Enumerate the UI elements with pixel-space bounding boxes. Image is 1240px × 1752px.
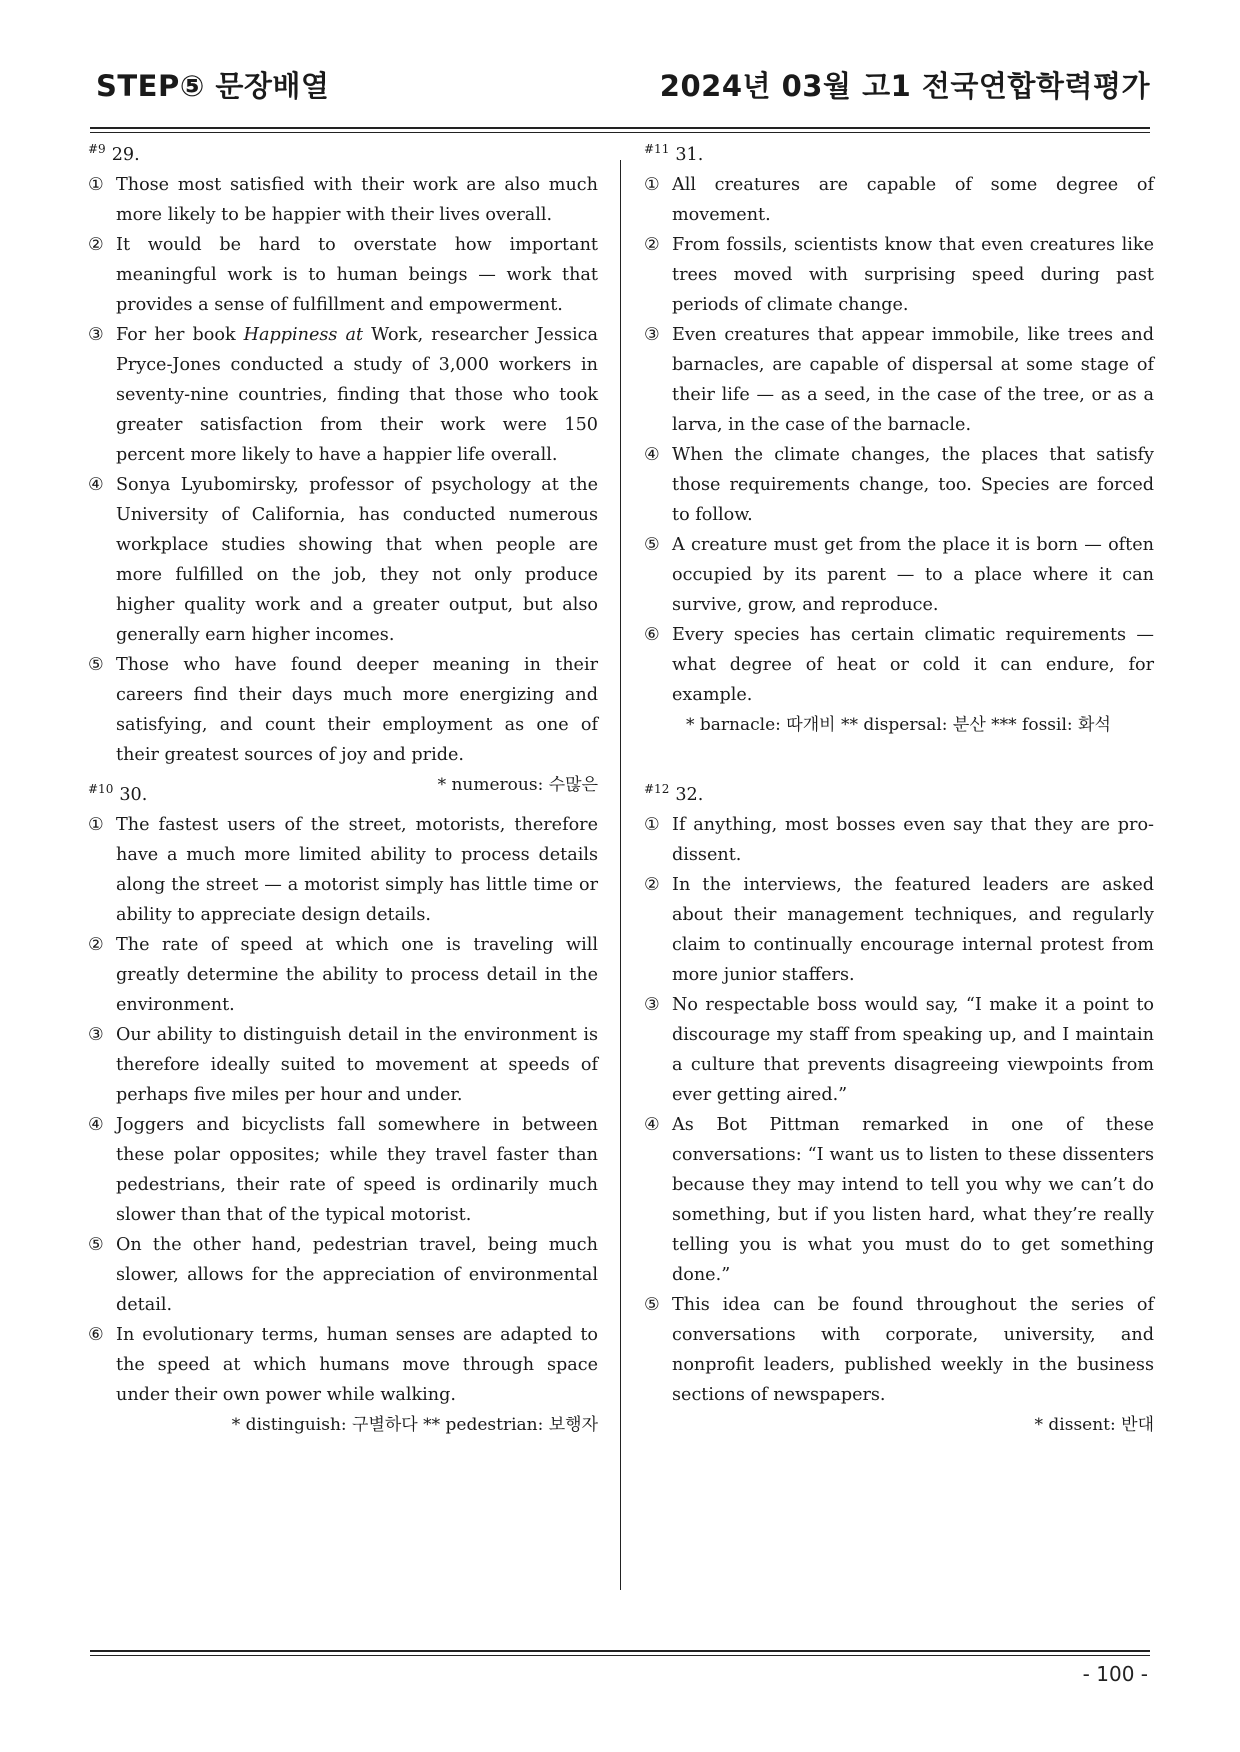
question-tag: #12 <box>644 782 670 797</box>
page-number: - 100 - <box>1082 1662 1148 1686</box>
choice-marker: ④ <box>644 445 660 465</box>
choice-marker: ⑥ <box>644 625 660 645</box>
sentence-3 <box>88 320 598 470</box>
sentence-text: On the other hand, pedestrian travel, being much slower, allows for the appreciation of environmental detail. <box>116 1235 598 1315</box>
question-label: 32. <box>675 785 704 805</box>
sentence-text: As Bot Pittman remarked in one of these conversations: “I want us to listen to these dissenters because they may intend to tell you why we can’t do something, but if you listen hard, what they’re really telling you is what you must do to get something done.” <box>672 1115 1154 1285</box>
sentence-text: No respectable boss would say, “I make it a point to discourage my staff from speaking up, and I maintain a culture that prevents disagreeing viewpoints from ever getting aired.” <box>672 995 1154 1105</box>
choice-marker: ⑤ <box>644 1295 660 1315</box>
sentence-text: Sonya Lyubomirsky, professor of psychology at the University of California, has conducted numerous workplace studies showing that when people are more fulfilled on the job, they not only produce higher quality work and a greater output, but also generally earn higher incomes. <box>116 475 598 645</box>
header-rule-thin <box>90 132 1150 133</box>
sentence-text: For her book Happiness at Work, researcher Jessica Pryce-Jones conducted a study of 3,000 workers in seventy-nine countries, finding that those who took greater satisfaction from their work were 150 percent more likely to have a happier life overall. <box>116 325 598 465</box>
vocab-note: * distinguish: 구별하다 ** pedestrian: 보행자 <box>231 1415 598 1435</box>
sentence-4 <box>644 1110 1154 1290</box>
book-title: Happiness at <box>243 325 364 345</box>
sentence-1 <box>644 170 1154 230</box>
question-tag: #10 <box>88 782 114 797</box>
sentence-4 <box>88 470 598 650</box>
sentence-text: A creature must get from the place it is born — often occupied by its parent — to a place where it can survive, grow, and reproduce. <box>672 535 1154 615</box>
choice-marker: ⑤ <box>88 1235 104 1255</box>
sentence-3 <box>88 1020 598 1110</box>
vocab-note: * barnacle: 따개비 ** dispersal: 분산 *** fossil: 화석 <box>686 715 1111 735</box>
sentence-text: Every species has certain climatic requirements — what degree of heat or cold it can endure, for example. <box>672 625 1154 705</box>
question-tag: #9 <box>88 142 106 157</box>
sentence-text: This idea can be found throughout the series of conversations with corporate, university, and nonprofit leaders, published weekly in the business sections of newspapers. <box>672 1295 1154 1405</box>
sentence-text: Even creatures that appear immobile, like trees and barnacles, are capable of dispersal at some stage of their life — as a seed, in the case of the tree, or as a larva, in the case of the barnacle. <box>672 325 1154 435</box>
sentence-6 <box>88 1320 598 1410</box>
question-32 <box>644 780 1154 1440</box>
sentence-4 <box>644 440 1154 530</box>
question-number <box>644 780 1154 810</box>
sentence-5 <box>644 530 1154 620</box>
choice-marker: ③ <box>88 325 104 345</box>
sentence-1 <box>644 810 1154 870</box>
sentence-5 <box>88 1230 598 1320</box>
choice-marker: ⑥ <box>88 1325 104 1345</box>
exam-title: 2024년 03월 고1 전국연합학력평가 <box>659 69 1150 103</box>
question-label: 30. <box>119 785 148 805</box>
sentence-1 <box>88 170 598 230</box>
sentence-text: The rate of speed at which one is traveling will greatly determine the ability to process detail in the environment. <box>116 935 598 1015</box>
choice-marker: ④ <box>644 1115 660 1135</box>
question-number <box>644 140 1154 170</box>
sentence-6 <box>644 620 1154 710</box>
sentence-text: Those most satisfied with their work are also much more likely to be happier with their lives overall. <box>116 175 598 225</box>
sentence-text: In the interviews, the featured leaders are asked about their management techniques, and regularly claim to continually encourage internal protest from more junior staffers. <box>672 875 1154 985</box>
question-31 <box>644 140 1154 740</box>
footer-rule-thin <box>90 1655 1150 1656</box>
question-number <box>88 780 598 810</box>
sentence-text: Joggers and bicyclists fall somewhere in between these polar opposites; while they travel faster than pedestrians, their rate of speed is ordinarily much slower than that of the typical motorist. <box>116 1115 598 1225</box>
sentence-text: Those who have found deeper meaning in their careers find their days much more energizing and satisfying, and count their employment as one of their greatest sources of joy and pride. <box>116 655 598 765</box>
sentence-3 <box>644 320 1154 440</box>
sentence-text: When the climate changes, the places that satisfy those requirements change, too. Species are forced to follow. <box>672 445 1154 525</box>
vocab-note: * numerous: 수많은 <box>437 775 598 795</box>
choice-marker: ② <box>644 875 660 895</box>
vocab-note: * dissent: 반대 <box>1034 1415 1154 1435</box>
question-30 <box>88 780 598 1440</box>
sentence-2 <box>88 930 598 1020</box>
sentence-2 <box>644 230 1154 320</box>
choice-marker: ① <box>644 175 660 195</box>
sentence-text: Our ability to distinguish detail in the environment is therefore ideally suited to movement at speeds of perhaps five miles per hour and under. <box>116 1025 598 1105</box>
sentence-text: In evolutionary terms, human senses are adapted to the speed at which humans move through space under their own power while walking. <box>116 1325 598 1405</box>
choice-marker: ② <box>644 235 660 255</box>
choice-marker: ③ <box>644 995 660 1015</box>
sentence-3 <box>644 990 1154 1110</box>
choice-marker: ① <box>88 815 104 835</box>
choice-marker: ⑤ <box>88 655 104 675</box>
sentence-text: The fastest users of the street, motorists, therefore have a much more limited ability to process details along the street — a motorist simply has little time or ability to appreciate design details. <box>116 815 598 925</box>
sentence-2 <box>644 870 1154 990</box>
choice-marker: ① <box>644 815 660 835</box>
question-label: 31. <box>675 145 704 165</box>
question-number <box>88 140 598 170</box>
sentence-2 <box>88 230 598 320</box>
choice-marker: ② <box>88 935 104 955</box>
page-header <box>90 58 1150 108</box>
question-29 <box>88 140 598 800</box>
column-divider <box>620 160 621 1590</box>
choice-marker: ① <box>88 175 104 195</box>
choice-marker: ② <box>88 235 104 255</box>
sentence-text: From fossils, scientists know that even creatures like trees moved with surprising speed during past periods of climate change. <box>672 235 1154 315</box>
choice-marker: ③ <box>88 1025 104 1045</box>
choice-marker: ⑤ <box>644 535 660 555</box>
choice-marker: ③ <box>644 325 660 345</box>
footer-rule <box>90 1650 1150 1652</box>
question-label: 29. <box>111 145 140 165</box>
sentence-4 <box>88 1110 598 1230</box>
sentence-1 <box>88 810 598 930</box>
choice-marker: ④ <box>88 1115 104 1135</box>
sentence-text: All creatures are capable of some degree of movement. <box>672 175 1154 225</box>
choice-marker: ④ <box>88 475 104 495</box>
sentence-text: It would be hard to overstate how important meaningful work is to human beings — work that provides a sense of fulfillment and empowerment. <box>116 235 598 315</box>
sentence-5 <box>88 650 598 770</box>
section-title: STEP⑤ 문장배열 <box>96 69 330 103</box>
header-rule <box>90 127 1150 129</box>
question-tag: #11 <box>644 142 670 157</box>
sentence-5 <box>644 1290 1154 1410</box>
sentence-text: If anything, most bosses even say that they are pro-dissent. <box>672 815 1154 865</box>
